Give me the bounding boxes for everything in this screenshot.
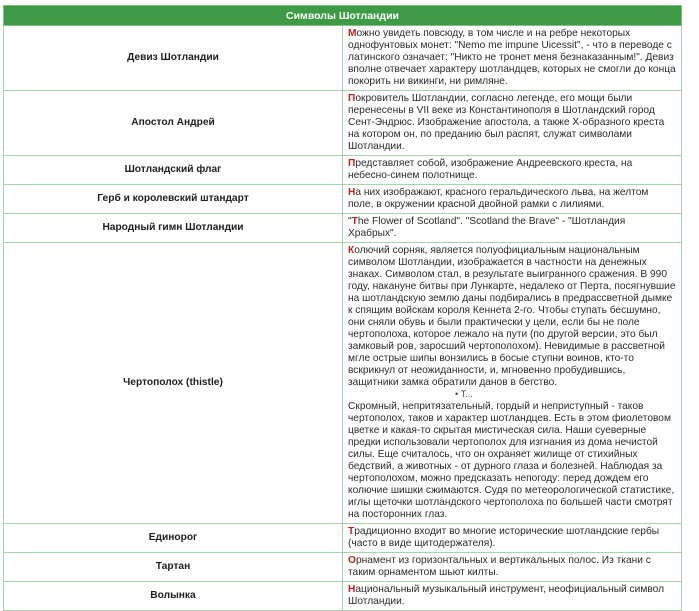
symbols-table: [3, 5, 682, 611]
symbol-name: Волынка: [4, 582, 343, 611]
initial-letter: Т: [348, 526, 355, 537]
symbol-name: Девиз Шотландии: [4, 26, 343, 91]
initial-letter: О: [348, 555, 356, 566]
description-paragraph: Национальный музыкальный инструмент, неофициальный символ Шотландии.: [348, 584, 665, 607]
symbol-description: [343, 214, 682, 243]
initial-letter: П: [348, 158, 356, 169]
description-paragraph: На них изображают, красного геральдического льва, на желтом поле, в окружении красной двойной рамки с лилиями.: [348, 187, 649, 210]
symbol-name: Народный гимн Шотландии: [4, 214, 343, 243]
symbol-name: Единорог: [4, 524, 343, 553]
initial-letter: Н: [348, 584, 356, 595]
table-row: [4, 26, 682, 91]
table-row: [4, 91, 682, 156]
symbol-description: [343, 91, 682, 156]
table-body: [4, 26, 682, 611]
symbol-description: [343, 582, 682, 611]
symbol-name: Герб и королевский штандарт: [4, 185, 343, 214]
table-row: [4, 243, 682, 524]
symbol-name: Тартан: [4, 553, 343, 582]
table-row: [4, 185, 682, 214]
symbol-description: [343, 553, 682, 582]
symbol-name: Апостол Андрей: [4, 91, 343, 156]
footer-fragment: • Т...: [455, 389, 473, 399]
table-row: [4, 524, 682, 553]
description-paragraph: Представляет собой, изображение Андреевского креста, на небесно-синем полотнище.: [348, 158, 633, 181]
symbol-description: [343, 524, 682, 553]
symbol-description: [343, 243, 682, 524]
initial-letter: К: [348, 245, 355, 256]
description-paragraph: Традиционно входит во многие исторические шотландские гербы (часто в виде щитодержателя).: [348, 526, 660, 549]
symbol-description: [343, 156, 682, 185]
initial-letter: T: [351, 216, 358, 227]
description-paragraph: "The Flower of Scotland". "Scotland the Brave" - "Шотландия Храбрых".: [348, 216, 626, 239]
description-paragraph: Скромный, непритязательный, гордый и неприступный - таков чертополох, таков и характер шотландцев. Есть в этом фиолетовом цветке и какая-то скрытая мистическая сила. Наши суеверные предки использовали чертополох для изгнания из дома нечистой силы. Еще считалось, что он охраняет жилище от стихийных бедствий, а животных - от дурного глаза и болезней. Наблюдая за чертополохом, можно предсказать непогоду: перед дождем его колючие шишки сжимаются. Судя по метеорологической статистике, иглы щеточки шотландского чертополоха по большей части смотрят на посторонних глаз.: [348, 401, 675, 520]
description-paragraph: Орнамент из горизонтальных и вертикальных полос. Из ткани с таким орнаментом шьют килты.: [348, 555, 651, 578]
symbol-name: Шотландский флаг: [4, 156, 343, 185]
table-row: [4, 582, 682, 611]
description-paragraph: Колючий сорняк, является полуофициальным национальным символом Шотландии, изображается в частности на денежных знаках. Символом стал, в результате выигранного сражения. В 990 году, накануне битвы при Лункарте, недалеко от Перта, посягнувшие на шотландскую землю даны подбирались в предрассветной дымке к спящим войскам короля Кеннета 2-го. Чтобы ступать бесшумно, они сняли обувь и были практически у цели, если бы не поле чертополоха, которое лежало на пути (по другой версии, это был замковый ров, заросший чертополохом). Невидимые в рассветной мгле острые шипы вонзились в босые ступни воинов, кто-то вскрикнул от неожиданности, и, мгновенно пробудившись, защитники замка обратили данов в бегство.: [348, 245, 676, 388]
table-row: [4, 156, 682, 185]
initial-letter: М: [348, 28, 357, 39]
table-row: [4, 214, 682, 243]
symbol-name: Чертополох (thistle): [4, 243, 343, 524]
initial-letter: Н: [348, 187, 356, 198]
symbol-description: [343, 185, 682, 214]
table-title: Символы Шотландии: [4, 6, 682, 26]
initial-letter: П: [348, 93, 356, 104]
description-paragraph: Можно увидеть повсюду, в том числе и на ребре некоторых однофунтовых монет: "Nemo me impune Uicessit", - что в переводе с латинского означает: "Никто не тронет меня безнаказанным!". Девиз вполне отвечает характеру шотландцев, которых не смогли до конца покорить ни викинги, ни римляне.: [348, 28, 676, 87]
table-row: [4, 553, 682, 582]
description-paragraph: Покровитель Шотландии, согласно легенде, его мощи были перенесены в VII веке из Константинополя в Шотландский город Сент-Эндрюс. Изображение апостола, а также Х-образного креста на котором он, по преданию был распят, служат символами Шотландии.: [348, 93, 665, 152]
symbol-description: [343, 26, 682, 91]
